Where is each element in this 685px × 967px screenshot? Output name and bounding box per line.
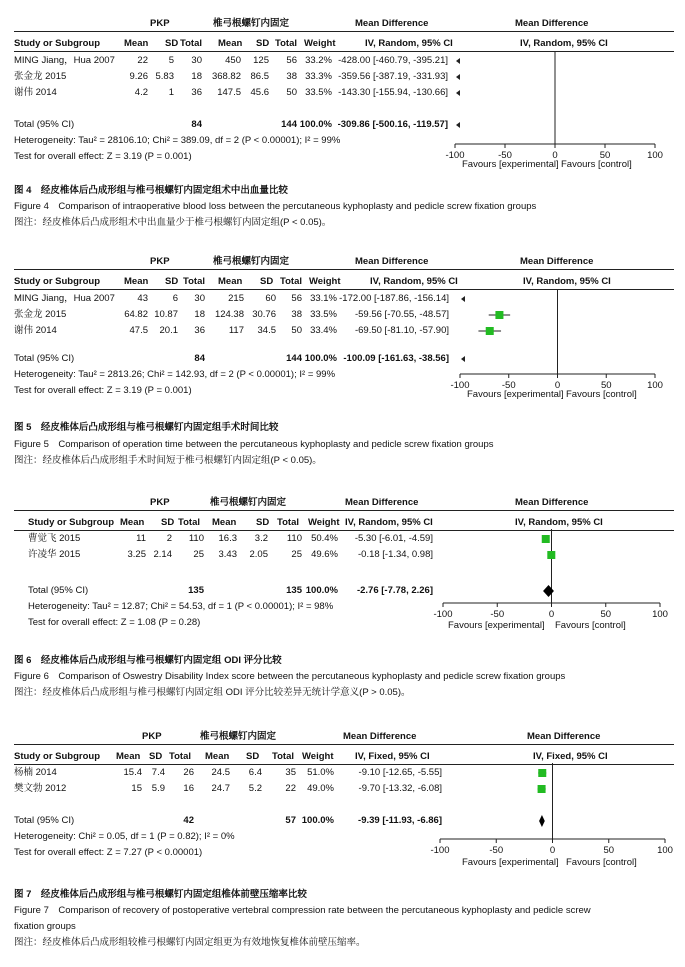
mean2: 117	[228, 325, 244, 336]
col-method: IV, Random, 95% CI	[345, 517, 433, 528]
col-sd1: SD	[161, 517, 175, 528]
study-name: 许凌华 2015	[28, 549, 81, 560]
effect-ci: -172.00 [-187.86, -156.14]	[339, 293, 449, 304]
md-header: Mean Difference	[355, 18, 429, 29]
caption-cn: 图 6 经皮椎体后凸成形组与椎弓根螺钉内固定组 ODI 评分比较	[14, 655, 282, 666]
mean2: 215	[228, 293, 244, 304]
weight: 33.5%	[310, 309, 337, 320]
md-plot-header: Mean Difference	[515, 497, 589, 508]
point-estimate-square	[538, 785, 546, 793]
mean2: 16.3	[218, 533, 237, 544]
x-tick-label: 50	[603, 845, 615, 856]
total-label: Total (95% CI)	[14, 353, 75, 364]
col-sd2: SD	[246, 751, 260, 762]
x-tick-label: 100	[647, 380, 663, 391]
n2: 38	[291, 309, 302, 320]
pooled-diamond	[539, 815, 545, 827]
col-mean1: Mean	[120, 517, 145, 528]
mean1: 64.82	[124, 309, 148, 320]
total-weight: 100.0%	[304, 353, 337, 364]
overall-effect: Test for overall effect: Z = 3.19 (P = 0.001)	[14, 385, 192, 396]
total-label: Total (95% CI)	[14, 815, 75, 826]
col-plot-method: IV, Random, 95% CI	[523, 276, 611, 287]
off-scale-arrow	[461, 356, 465, 362]
mean1: 9.26	[129, 71, 148, 82]
weight: 50.4%	[311, 533, 338, 544]
x-tick-label: 50	[600, 380, 612, 391]
sd2: 30.76	[252, 309, 276, 320]
study-name: 张金龙 2015	[14, 71, 67, 82]
mean1: 47.5	[129, 325, 148, 336]
col-sd2: SD	[260, 276, 274, 287]
col-mean1: Mean	[124, 38, 149, 49]
favours-experimental: Favours [experimental]	[462, 159, 559, 170]
mean1: 15.4	[123, 767, 142, 778]
col-total1: Total	[183, 276, 205, 287]
n2: 110	[286, 533, 302, 544]
col-sd2: SD	[256, 38, 270, 49]
caption-cn: 图 5 经皮椎体后凸成形组与椎弓根螺钉内固定组手术时间比较	[14, 422, 279, 433]
group1-header: PKP	[150, 497, 170, 508]
study-name: 谢伟 2014	[14, 87, 57, 98]
sd1: 5.83	[155, 71, 174, 82]
col-mean2: Mean	[212, 517, 237, 528]
weight: 33.2%	[305, 55, 332, 66]
study-name: 谢伟 2014	[14, 325, 57, 336]
n2: 38	[286, 71, 297, 82]
effect-ci: -9.70 [-13.32, -6.08]	[358, 783, 442, 794]
favours-control: Favours [control]	[555, 620, 626, 631]
col-weight: Weight	[304, 38, 336, 49]
x-tick-label: 50	[599, 150, 611, 161]
favours-control: Favours [control]	[561, 159, 632, 170]
effect-ci: -428.00 [-460.79, -395.21]	[338, 55, 448, 66]
group2-header: 椎弓根螺钉内固定	[200, 731, 277, 742]
effect-ci: -5.30 [-6.01, -4.59]	[354, 533, 433, 544]
point-estimate-square	[542, 535, 550, 543]
total-ci: -9.39 [-11.93, -6.86]	[358, 815, 442, 826]
favours-control: Favours [control]	[566, 857, 637, 868]
caption-note: 图注：经皮椎体后凸成形组手术时间短于椎弓根螺钉内固定组(P < 0.05)。	[14, 455, 322, 466]
x-tick-label: -50	[489, 845, 504, 856]
point-estimate-square	[486, 327, 494, 335]
effect-ci: -359.56 [-387.19, -331.93]	[338, 71, 448, 82]
x-tick-label: 100	[657, 845, 673, 856]
n2: 50	[291, 325, 302, 336]
total-n2: 144	[281, 119, 297, 130]
col-total2: Total	[272, 751, 294, 762]
sd2: 34.5	[257, 325, 276, 336]
col-total2: Total	[277, 517, 299, 528]
x-tick-label: -50	[498, 150, 512, 161]
col-plot-method: IV, Random, 95% CI	[520, 38, 608, 49]
mean2: 147.5	[217, 87, 241, 98]
n1: 110	[188, 533, 204, 544]
col-total2: Total	[280, 276, 302, 287]
n1: 25	[193, 549, 204, 560]
n2: 56	[286, 55, 297, 66]
col-mean2: Mean	[218, 276, 243, 287]
x-tick-label: 0	[554, 380, 561, 391]
x-tick-label: 100	[647, 150, 663, 161]
total-label: Total (95% CI)	[28, 585, 89, 596]
col-study: Study or Subgroup	[28, 517, 115, 528]
n2: 50	[286, 87, 297, 98]
md-plot-header: Mean Difference	[527, 731, 601, 742]
col-total1: Total	[169, 751, 191, 762]
n2: 25	[291, 549, 302, 560]
caption-en: Figure 6 Comparison of Oswestry Disability Index score between the percutaneous kyphoplasty and pedicle screw fixation groups	[14, 671, 566, 682]
caption-note: 图注：经皮椎体后凸成形组较椎弓根螺钉内固定组更为有效地恢复椎体前壁压缩率。	[14, 937, 366, 948]
sd1: 6	[172, 293, 178, 304]
overall-effect: Test for overall effect: Z = 7.27 (P < 0.00001)	[14, 847, 203, 858]
caption-en-continued: fixation groups	[14, 921, 76, 932]
x-tick-label: -100	[430, 845, 450, 856]
mean1: 4.2	[134, 87, 148, 98]
favours-control: Favours [control]	[566, 389, 637, 400]
favours-experimental: Favours [experimental]	[448, 620, 545, 631]
weight: 33.3%	[305, 71, 332, 82]
md-plot-header: Mean Difference	[520, 256, 594, 267]
n1: 16	[183, 783, 194, 794]
sd2: 45.6	[250, 87, 269, 98]
mean1: 15	[131, 783, 142, 794]
weight: 49.0%	[307, 783, 334, 794]
weight: 51.0%	[307, 767, 334, 778]
total-weight: 100.0%	[299, 119, 332, 130]
favours-experimental: Favours [experimental]	[467, 389, 564, 400]
mean2: 3.43	[218, 549, 237, 560]
col-study: Study or Subgroup	[14, 751, 101, 762]
total-weight: 100.0%	[305, 585, 338, 596]
point-estimate-square	[538, 769, 546, 777]
sd1: 5	[168, 55, 174, 66]
group1-header: PKP	[142, 731, 162, 742]
sd2: 3.2	[254, 533, 268, 544]
effect-ci: -9.10 [-12.65, -5.55]	[358, 767, 442, 778]
col-mean1: Mean	[124, 276, 149, 287]
col-mean1: Mean	[116, 751, 141, 762]
weight: 33.1%	[310, 293, 337, 304]
total-n2: 144	[286, 353, 302, 364]
md-header: Mean Difference	[343, 731, 417, 742]
col-method: IV, Random, 95% CI	[365, 38, 453, 49]
col-weight: Weight	[308, 517, 340, 528]
group2-header: 椎弓根螺钉内固定	[210, 497, 287, 508]
weight: 33.5%	[305, 87, 332, 98]
col-study: Study or Subgroup	[14, 38, 101, 49]
x-tick-label: 0	[552, 150, 558, 161]
mean2: 368.82	[211, 71, 241, 82]
n1: 26	[183, 767, 194, 778]
effect-ci: -143.30 [-155.94, -130.66]	[338, 87, 448, 98]
col-weight: Weight	[309, 276, 341, 287]
n1: 30	[191, 55, 202, 66]
sd1: 2.14	[153, 549, 172, 560]
md-header: Mean Difference	[355, 256, 429, 267]
col-total1: Total	[178, 517, 200, 528]
point-estimate-square	[495, 311, 503, 319]
sd2: 6.4	[248, 767, 262, 778]
study-name: 曹觉飞 2015	[28, 533, 81, 544]
off-scale-arrow	[456, 74, 460, 80]
group1-header: PKP	[150, 18, 170, 29]
caption-cn: 图 7 经皮椎体后凸成形组与椎弓根螺钉内固定组椎体前壁压缩率比较	[14, 889, 307, 900]
total-ci: -100.09 [-161.63, -38.56]	[343, 353, 449, 364]
study-name: 杨楠 2014	[14, 767, 57, 778]
group2-header: 椎弓根螺钉内固定	[213, 256, 290, 267]
weight: 33.4%	[310, 325, 337, 336]
col-weight: Weight	[302, 751, 334, 762]
x-tick-label: -100	[450, 380, 470, 391]
total-label: Total (95% CI)	[14, 119, 75, 130]
caption-en: Figure 4 Comparison of intraoperative blood loss between the percutaneous kyphoplasty and pedicle screw fixation groups	[14, 201, 537, 212]
mean2: 450	[225, 55, 241, 66]
col-total2: Total	[275, 38, 297, 49]
caption-note: 图注：经皮椎体后凸成形组术中出血量少于椎弓根螺钉内固定组(P < 0.05)。	[14, 217, 332, 228]
n1: 36	[194, 325, 205, 336]
col-sd1: SD	[165, 38, 179, 49]
sd2: 125	[253, 55, 269, 66]
x-tick-label: 0	[549, 845, 556, 856]
off-scale-arrow	[456, 122, 460, 128]
col-mean2: Mean	[205, 751, 230, 762]
col-study: Study or Subgroup	[14, 276, 101, 287]
sd1: 1	[168, 87, 174, 98]
x-tick-label: 50	[600, 609, 612, 620]
col-mean2: Mean	[218, 38, 243, 49]
n2: 56	[291, 293, 302, 304]
off-scale-arrow	[456, 58, 460, 64]
caption-cn: 图 4 经皮椎体后凸成形组与椎弓根螺钉内固定组术中出血量比较	[14, 185, 288, 196]
mean1: 22	[137, 55, 148, 66]
n2: 35	[285, 767, 296, 778]
x-tick-label: -100	[445, 150, 465, 161]
total-n1: 135	[188, 585, 204, 596]
heterogeneity: Heterogeneity: Tau² = 28106.10; Chi² = 389.09, df = 2 (P < 0.00001); I² = 99%	[14, 135, 341, 146]
x-tick-label: 100	[652, 609, 668, 620]
weight: 49.6%	[311, 549, 338, 560]
effect-ci: -59.56 [-70.55, -48.57]	[354, 309, 449, 320]
col-sd2: SD	[256, 517, 270, 528]
forest-plot	[0, 18, 685, 178]
sd2: 60	[265, 293, 276, 304]
col-plot-method: IV, Fixed, 95% CI	[533, 751, 608, 762]
x-tick-label: -50	[490, 609, 505, 620]
study-name: MING Jiang，Hua 2007	[14, 55, 115, 66]
mean1: 11	[136, 533, 146, 544]
caption-en: Figure 7 Comparison of recovery of postoperative vertebral compression rate between the percutaneous kyphoplasty and pedicle screw	[14, 905, 591, 916]
col-plot-method: IV, Random, 95% CI	[515, 517, 603, 528]
x-tick-label: -100	[433, 609, 453, 620]
sd2: 5.2	[248, 783, 262, 794]
n1: 36	[191, 87, 202, 98]
caption-en: Figure 5 Comparison of operation time between the percutaneous kyphoplasty and pedicle screw fixation groups	[14, 439, 494, 450]
pooled-diamond	[543, 585, 554, 597]
sd1: 5.9	[151, 783, 165, 794]
md-plot-header: Mean Difference	[515, 18, 589, 29]
heterogeneity: Heterogeneity: Tau² = 2813.26; Chi² = 142.93, df = 2 (P < 0.00001); I² = 99%	[14, 369, 336, 380]
off-scale-arrow	[456, 90, 460, 96]
sd1: 20.1	[159, 325, 178, 336]
col-method: IV, Random, 95% CI	[370, 276, 458, 287]
x-tick-label: 0	[548, 609, 555, 620]
favours-experimental: Favours [experimental]	[462, 857, 559, 868]
n1: 18	[191, 71, 202, 82]
heterogeneity: Heterogeneity: Chi² = 0.05, df = 1 (P = 0.82); I² = 0%	[14, 831, 235, 842]
mean1: 3.25	[127, 549, 146, 560]
study-name: 张金龙 2015	[14, 309, 67, 320]
mean2: 24.5	[211, 767, 230, 778]
sd1: 7.4	[151, 767, 165, 778]
mean2: 24.7	[211, 783, 230, 794]
off-scale-arrow	[461, 296, 465, 302]
total-n1: 84	[194, 353, 205, 364]
col-method: IV, Fixed, 95% CI	[355, 751, 430, 762]
mean1: 43	[137, 293, 148, 304]
study-name: MING Jiang，Hua 2007	[14, 293, 115, 304]
study-name: 樊文勃 2012	[14, 783, 67, 794]
mean2: 124.38	[214, 309, 244, 320]
effect-ci: -69.50 [-81.10, -57.90]	[354, 325, 449, 336]
total-n2: 57	[285, 815, 296, 826]
point-estimate-square	[547, 551, 555, 559]
col-total1: Total	[180, 38, 202, 49]
effect-ci: -0.18 [-1.34, 0.98]	[358, 549, 433, 560]
sd2: 2.05	[249, 549, 268, 560]
sd1: 10.87	[154, 309, 178, 320]
caption-note: 图注：经皮椎体后凸成形组与椎弓根螺钉内固定组 ODI 评分比较差异无统计学意义(P > 0.05)。	[14, 687, 411, 698]
md-header: Mean Difference	[345, 497, 419, 508]
group2-header: 椎弓根螺钉内固定	[213, 18, 290, 29]
total-n1: 42	[183, 815, 194, 826]
total-n1: 84	[191, 119, 202, 130]
n1: 18	[194, 309, 205, 320]
sd1: 2	[166, 533, 172, 544]
n2: 22	[285, 783, 296, 794]
total-ci: -309.86 [-500.16, -119.57]	[337, 119, 448, 130]
x-tick-label: -50	[501, 380, 516, 391]
n1: 30	[194, 293, 205, 304]
overall-effect: Test for overall effect: Z = 1.08 (P = 0.28)	[28, 617, 201, 628]
total-weight: 100.0%	[301, 815, 334, 826]
col-sd1: SD	[149, 751, 163, 762]
total-ci: -2.76 [-7.78, 2.26]	[356, 585, 433, 596]
overall-effect: Test for overall effect: Z = 3.19 (P = 0.001)	[14, 151, 192, 162]
group1-header: PKP	[150, 256, 170, 267]
col-sd1: SD	[165, 276, 179, 287]
heterogeneity: Heterogeneity: Tau² = 12.87; Chi² = 54.53, df = 1 (P < 0.00001); I² = 98%	[28, 601, 334, 612]
total-n2: 135	[286, 585, 302, 596]
sd2: 86.5	[250, 71, 269, 82]
